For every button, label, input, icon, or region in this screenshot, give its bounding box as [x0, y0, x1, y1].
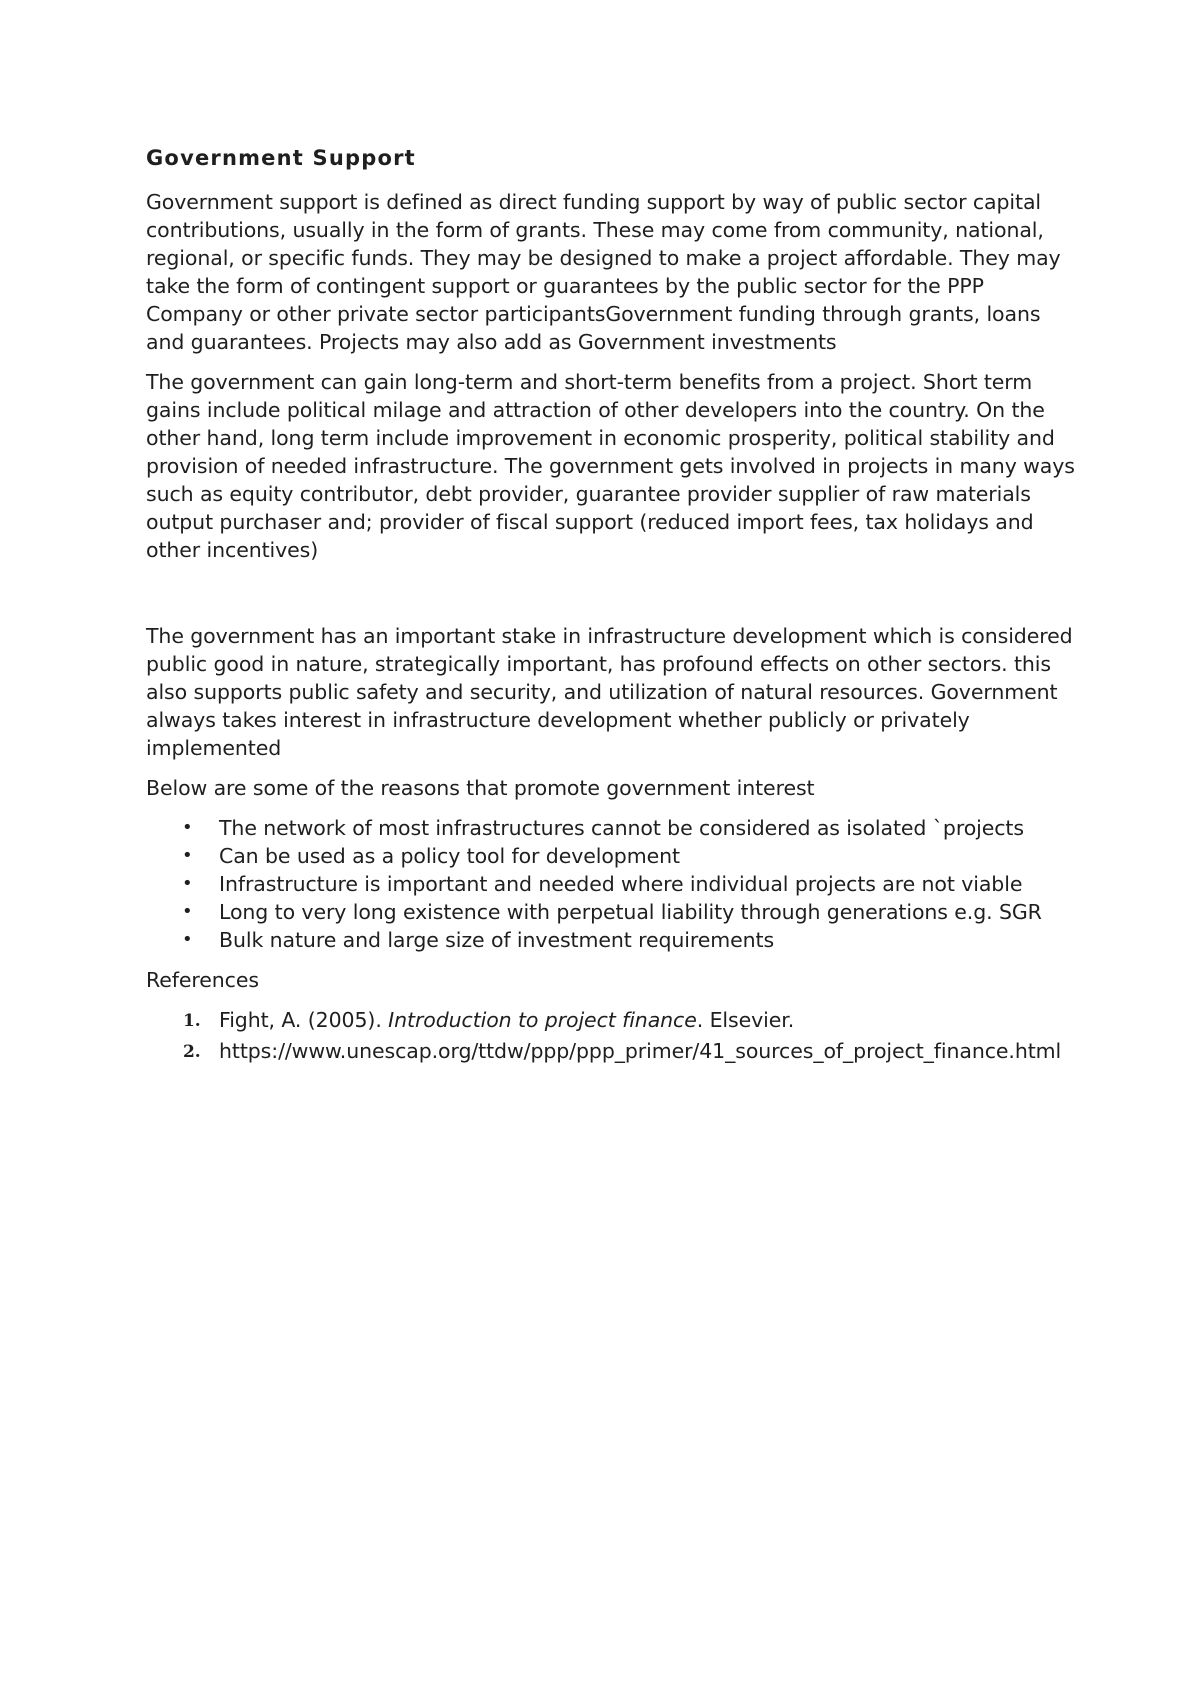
- paragraph-reasons-intro: Below are some of the reasons that promote government interest: [146, 776, 815, 800]
- list-item-text: Infrastructure is important and needed where individual projects are not viable: [219, 872, 1023, 896]
- list-item-text: Can be used as a policy tool for development: [219, 844, 680, 868]
- paragraph-benefits: The government can gain long-term and short-term benefits from a project. Short term gains include political milage and attraction of other developers into the country. On the other hand, long term include improvement in economic prosperity, political stability and provision of needed infrastructure. The government gets involved in projects in many ways such as equity contributor, debt provider, guarantee provider supplier of raw materials output purchaser and; provider of fiscal support (reduced import fees, tax holidays and other incentives): [146, 370, 1075, 562]
- section-heading: Government Support: [146, 146, 416, 170]
- reasons-list: [146, 814, 1076, 954]
- references-list: [146, 1006, 1076, 1065]
- paragraph-stake: The government has an important stake in infrastructure development which is considered public good in nature, strategically important, has profound effects on other sectors. this also supports public safety and security, and utilization of natural resources. Government always takes interest in infrastructure development whether publicly or privately implemented: [146, 624, 1073, 760]
- reference-text-before: Fight, A. (2005).: [219, 1008, 389, 1032]
- list-item: [146, 898, 1076, 926]
- list-item-text: Long to very long existence with perpetual liability through generations e.g. SGR: [219, 900, 1042, 924]
- reference-url[interactable]: https://www.unescap.org/ttdw/ppp/ppp_primer/41_sources_of_project_finance.html: [219, 1039, 1062, 1063]
- list-item-text: Bulk nature and large size of investment requirements: [219, 928, 775, 952]
- reference-text-after: . Elsevier.: [696, 1008, 795, 1032]
- list-item: [146, 926, 1076, 954]
- list-item: [146, 814, 1076, 842]
- reference-number: 1.: [183, 1011, 201, 1031]
- bullet-icon: •: [182, 929, 193, 950]
- reference-item: [146, 1037, 1076, 1065]
- document-body: [146, 142, 1076, 1068]
- bullet-icon: •: [182, 873, 193, 894]
- reference-book-title: Introduction to project finance: [388, 1008, 697, 1032]
- blank-space: [146, 576, 1076, 622]
- references-heading: References: [146, 968, 259, 992]
- reference-item: [146, 1006, 1076, 1034]
- list-item: [146, 842, 1076, 870]
- bullet-icon: •: [182, 901, 193, 922]
- list-item: [146, 870, 1076, 898]
- bullet-icon: •: [182, 817, 193, 838]
- bullet-icon: •: [182, 845, 193, 866]
- list-item-text: The network of most infrastructures cannot be considered as isolated `projects: [219, 816, 1024, 840]
- paragraph-definition: Government support is defined as direct funding support by way of public sector capital contributions, usually in the form of grants. These may come from community, national, regional, or specific funds. They may be designed to make a project affordable. They may take the form of contingent support or guarantees by the public sector for the PPP Company or other private sector participantsGovernment funding through grants, loans and guarantees. Projects may also add as Government investments: [146, 190, 1061, 354]
- reference-number: 2.: [183, 1042, 201, 1062]
